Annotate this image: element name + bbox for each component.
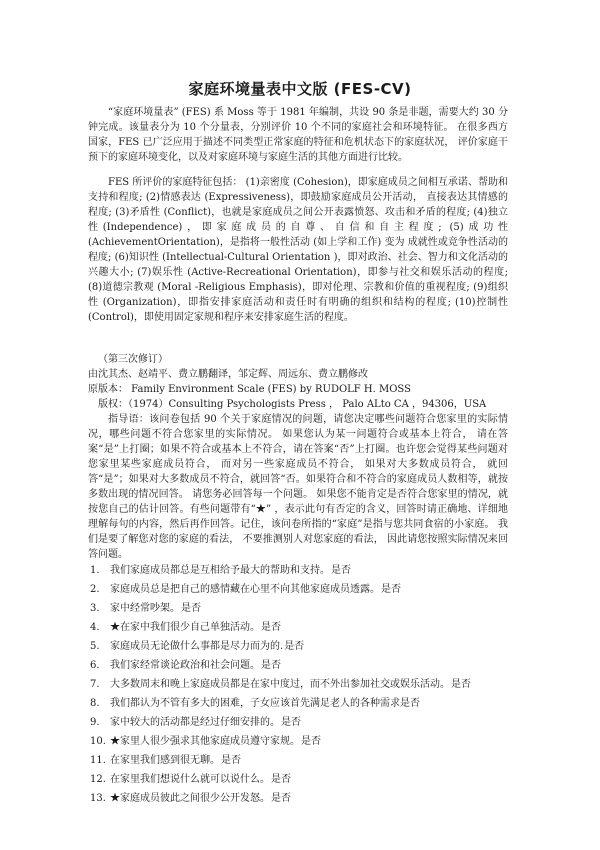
answer-options[interactable]: 是否 <box>281 717 301 728</box>
original-version-line: 原版本： Family Environment Scale (FES) by RUDOLF H. MOSS <box>88 384 411 395</box>
answer-options[interactable]: 是否 <box>451 679 471 690</box>
question-item <box>88 620 528 639</box>
question-item <box>88 715 528 734</box>
question-number: 5. <box>90 641 100 652</box>
question-number: 8. <box>90 698 100 709</box>
question-item <box>88 639 528 658</box>
page-title: 家庭环境量表中文版 (FES-CV) <box>188 80 412 98</box>
question-item <box>88 658 528 677</box>
answer-options[interactable]: 是否 <box>261 660 281 671</box>
question-text: 家庭成员总是把自己的感情藏在心里不向其他家庭成员透露。是否 <box>110 584 401 595</box>
question-text: 家中经常吵架。是否 <box>110 603 201 614</box>
answer-options[interactable]: 是否 <box>381 584 401 595</box>
meta-section <box>88 352 508 412</box>
intro-section <box>88 105 508 165</box>
question-number: 4. <box>90 622 100 633</box>
question-text: ★在家中我们很少自己单独活动。是否 <box>110 622 281 633</box>
copyright-line: 版权：（1974）Consulting Psychologists Press ， Palo ALto CA ，94306，USA <box>98 399 487 410</box>
instructions-paragraph: 指导语：该问卷包括 90 个关于家庭情况的问题，请您决定哪些问题符合您家里的实际情况，哪些问题不符合您家里的实际情况。 如果您认为某一问题符合或基本上符合， 请在答案“是”上打圈；如果不符合或基本上不符合，请在答案“否”上打圈。也许您会觉得某些问题对您家里某些家庭成员符合， 而对另一些家庭成员不符合， 如果对大多数成员符合， 就回答“是”；如果对大多数成员不符合，就回答“否。如果符合和不符合的家庭成员人数相等，就按多数出现的情况回答。 请您务必回答每一个问题。 如果您不能肯定是否符合您家里的情况，就按您自己的估计回答。有些问题带有“★” ，表示此句有否定的含义，回答时请正确地、详细地理解每句的内容，然后再作回答。记住，该问卷所指的“家庭”是指与您共同食宿的小家庭。 我们是要了解您对您的家庭的看法， 不要推测别人对您家庭的看法， 因此请您按照实际情况来回答问题。 <box>88 414 508 560</box>
question-item <box>88 677 528 696</box>
question-number: 3. <box>90 603 100 614</box>
features-section <box>88 175 508 325</box>
question-number: 1. <box>90 565 100 576</box>
answer-options[interactable]: 是否 <box>181 603 201 614</box>
question-item <box>88 582 528 601</box>
question-number: 9. <box>90 717 100 728</box>
answer-options[interactable]: 是否 <box>284 641 305 652</box>
question-text: 我们家庭成员都总是互相给予最大的帮助和支持。是否 <box>110 565 351 576</box>
question-text: 在家里我们感到很无聊。是否 <box>110 755 241 766</box>
answer-options[interactable]: 是否 <box>331 565 351 576</box>
question-text: 大多数周末和晚上家庭成员都是在家中度过，而不外出参加社交或娱乐活动。是否 <box>110 679 471 690</box>
question-item <box>88 772 528 791</box>
intro-paragraph: “家庭环境量表” (FES) 系 Moss 等于 1981 年编制，共设 90 条是非题，需要大约 30 分钟完成。该量表分为 10 个分量表，分别评价 10 个不同的家庭社会和环境特征。 在很多西方国家，FES 已广泛应用于描述不同类型正常家庭的特征和危机状态下的家庭状况， 评价家庭干预下的家庭环境变化，以及对家庭环境与家庭生活的其他方面进行比较。 <box>88 107 508 163</box>
question-number: 13. <box>90 793 106 804</box>
answer-options[interactable]: 是否 <box>221 755 241 766</box>
question-number: 7. <box>90 679 100 690</box>
features-paragraph: FES 所评价的家庭特征包括： (1)亲密度 (Cohesion)，即家庭成员之间相互承诺、帮助和支持和程度; (2)情感表达 (Expressiveness)，即鼓励家庭成员公开活动， 直接表达其情感的程度; (3)矛盾性 (Conflict)，也就是家庭成员之间公开表露愤怒、攻击和矛盾的程度; (4)独立性(Independence)，即家庭成员的自尊、自信和自主程度; (5)成功性 (AchievementOrientation)，是指将一般性活动 (如上学和工作) 变为 成就性或竞争性活动的 程度; (6)知识性 (Intellectual-Cultural Orientation )，即对政治、社会、智力和文化活动的兴趣大小; (7)娱乐性 (Active-Recreational Orientation)，即参与社交和娱乐活动的程度; (8)道德宗教观 (Moral -Religious Emphasis)，即对伦理、宗教和价值的重视程度; (9)组织性 (Organization)，即指安排家庭活动和责任时有明确的组织和结构的程度; (10)控制性 (Control)，即使用固定家规和程序来安排家庭生活的程度。 <box>88 177 508 323</box>
question-item <box>88 696 528 715</box>
question-item <box>88 734 528 753</box>
question-number: 12. <box>90 774 106 785</box>
answer-options[interactable]: 是否 <box>271 793 291 804</box>
revision-note: （第三次修订） <box>98 354 168 365</box>
answer-options[interactable]: 是否 <box>301 736 321 747</box>
question-item <box>88 753 528 772</box>
answer-options[interactable]: 是否 <box>261 622 281 633</box>
question-item <box>88 563 528 582</box>
answer-options[interactable]: 是否 <box>271 774 291 785</box>
question-text: 我们家经常谈论政治和社会问题。是否 <box>110 660 281 671</box>
question-text: ★家里人很少强求其他家庭成员遵守家规。是否 <box>110 736 321 747</box>
question-list <box>88 563 528 810</box>
instructions-section <box>88 412 508 562</box>
question-item <box>88 601 528 620</box>
question-text: 家中较大的活动都是经过仔细安排的。是否 <box>110 717 301 728</box>
revisers-line: 由沈其杰、赵靖平、费立鹏翻译，邹定辉、周远东、费立鹏修改 <box>88 369 368 380</box>
question-text: ★家庭成员彼此之间很少公开发怒。是否 <box>110 793 291 804</box>
question-item <box>88 791 528 810</box>
question-text: 家庭成员无论做什么事都是尽力而为的.是否 <box>110 641 305 652</box>
question-text: 在家里我们想说什么就可以说什么。是否 <box>110 774 291 785</box>
question-number: 6. <box>90 660 100 671</box>
question-text: 我们都认为不管有多大的困难，子女应该首先满足老人的各种需求是否 <box>110 698 420 709</box>
question-number: 10. <box>90 736 106 747</box>
question-number: 2. <box>90 584 100 595</box>
question-number: 11. <box>90 755 106 766</box>
